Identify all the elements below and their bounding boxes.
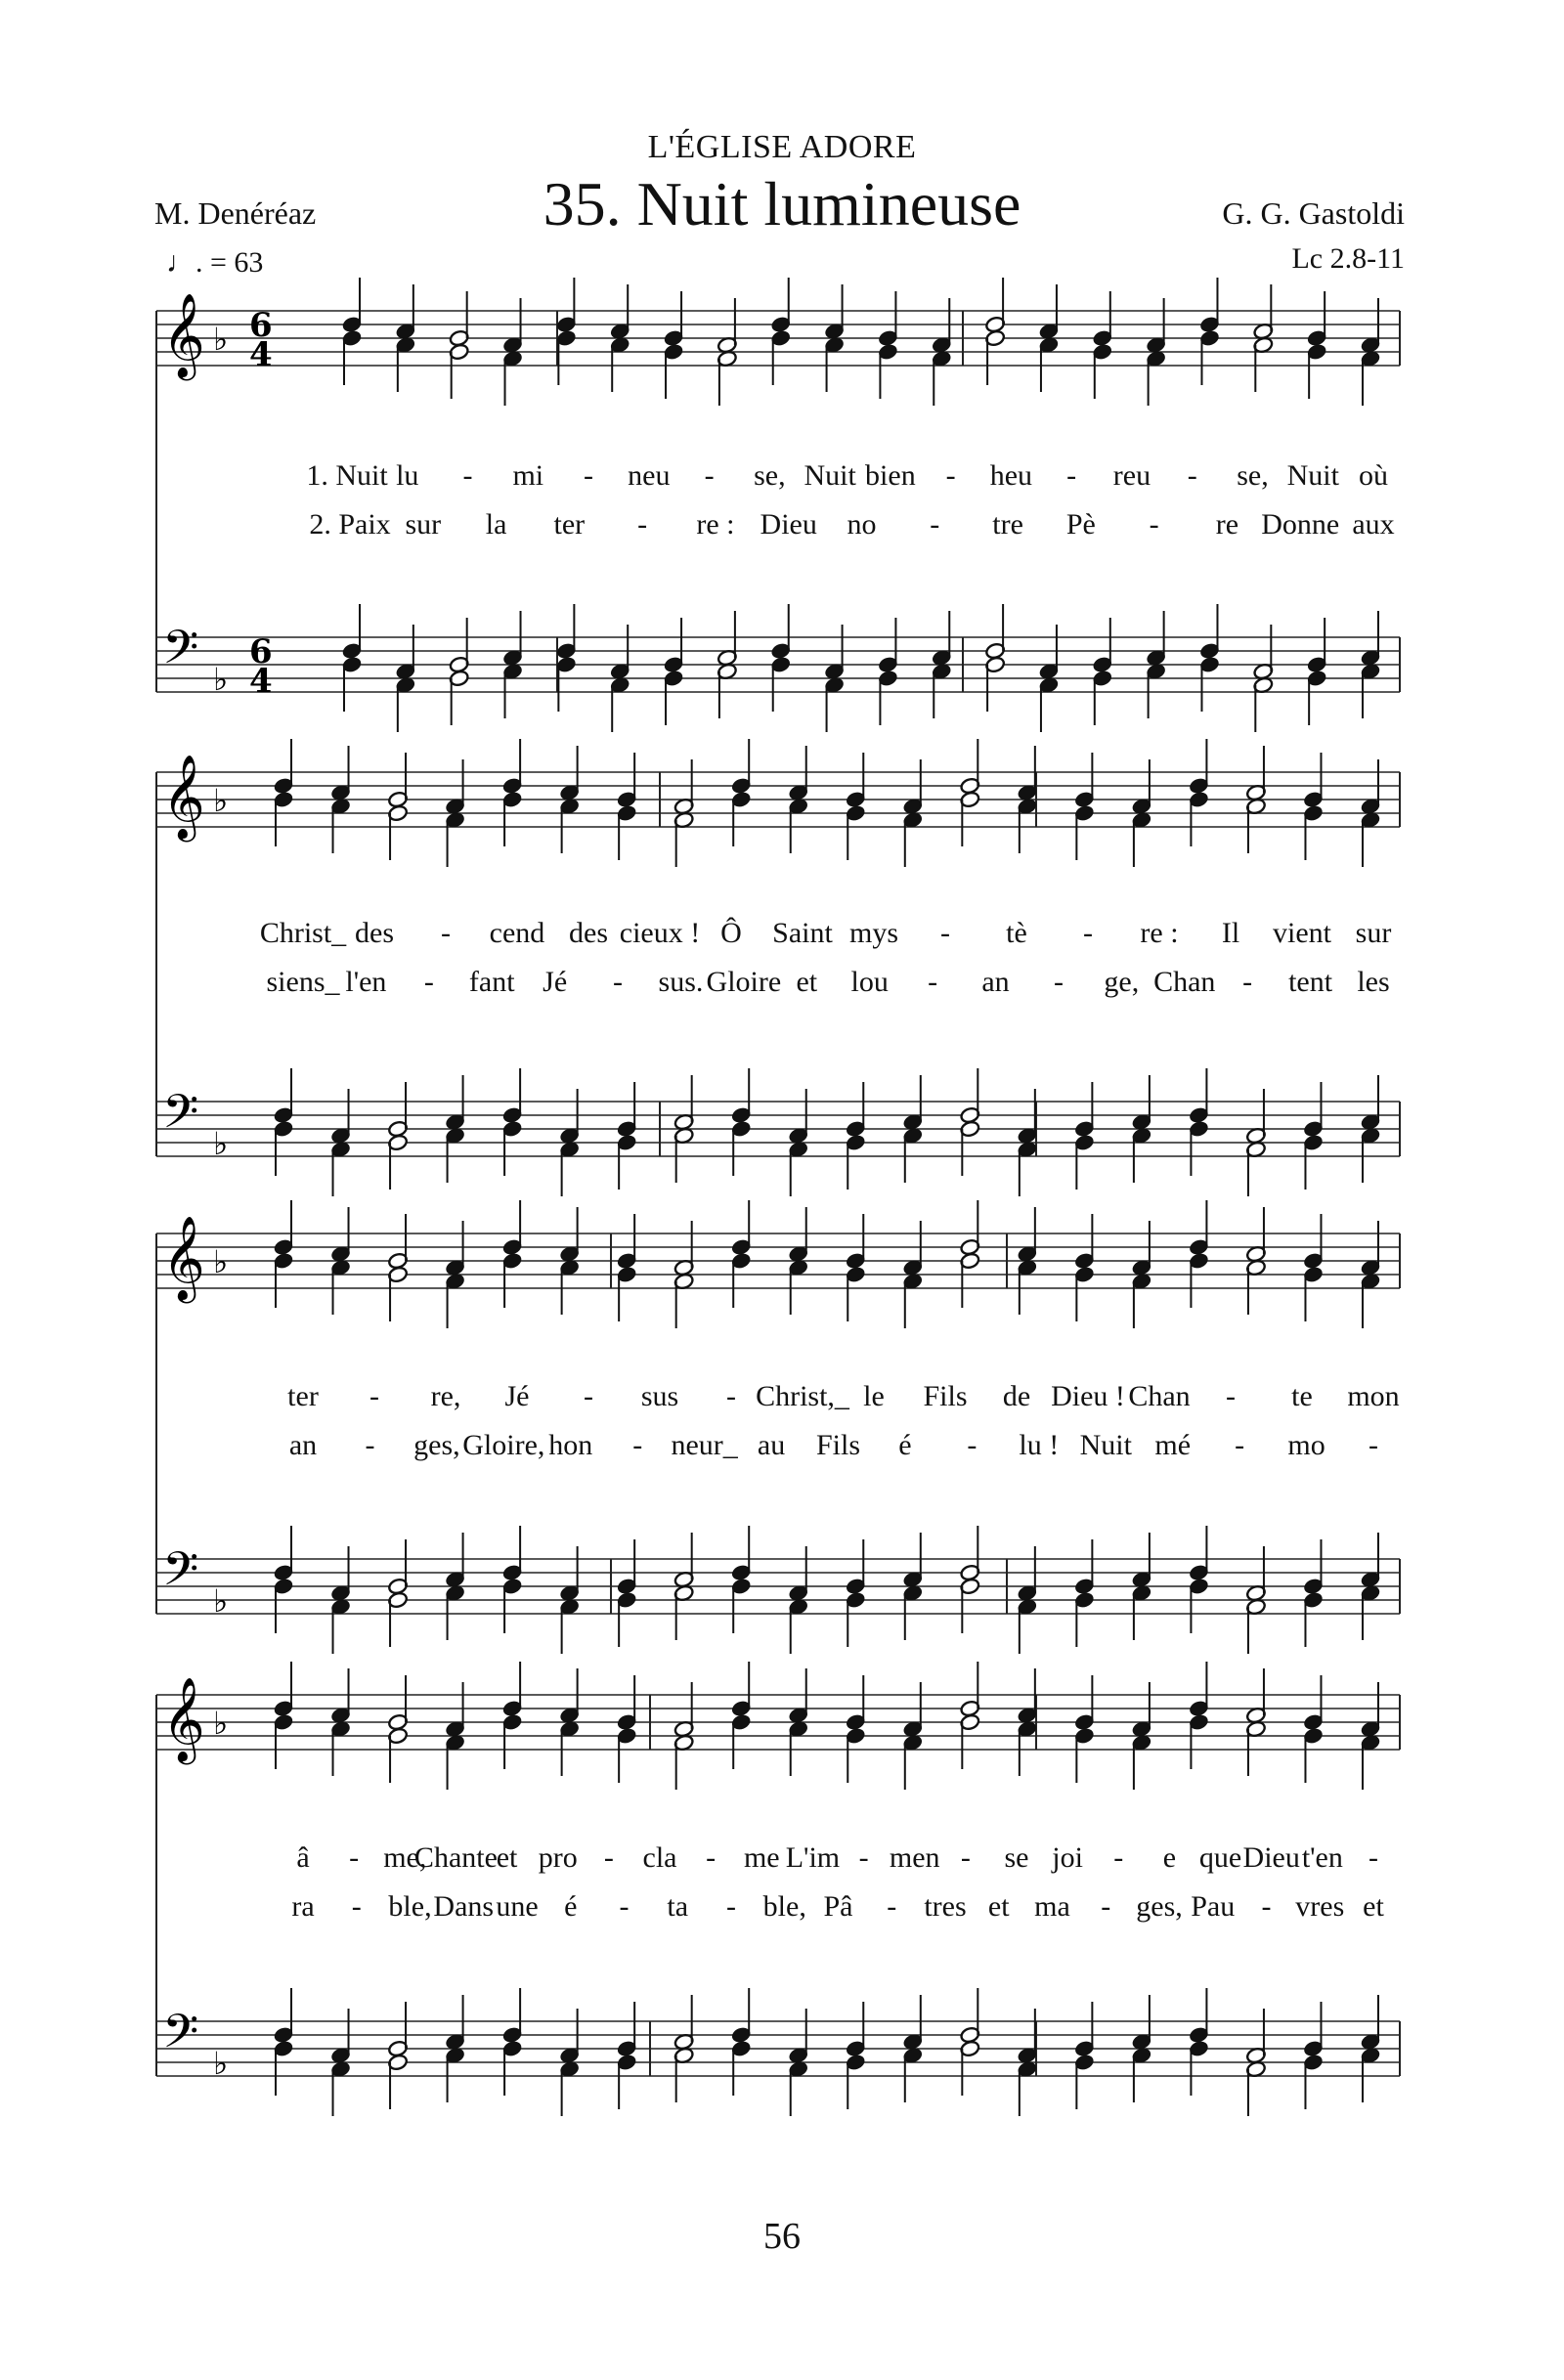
bass-time-signature-bottom: 4 <box>249 662 273 701</box>
lyric-syllable: Donne <box>1261 508 1340 541</box>
lyric-syllable: mé <box>1154 1429 1192 1461</box>
lyric-syllable: et <box>1363 1890 1384 1923</box>
lyric-syllable: - <box>1226 1380 1236 1412</box>
lyric-syllable: Dieu <box>760 508 817 541</box>
lyric-syllable: - <box>1242 966 1253 998</box>
bass-clef-icon: 𝄢 <box>162 620 199 686</box>
lyric-syllable: Dieu <box>1242 1841 1300 1874</box>
lyric-syllable: joi <box>1052 1841 1083 1874</box>
lyric-syllable: - <box>945 459 956 492</box>
lyric-syllable: - <box>1066 459 1077 492</box>
lyric-syllable: L'im <box>785 1841 841 1874</box>
lyric-syllable: vient <box>1273 917 1331 949</box>
lyric-syllable: - <box>584 459 594 492</box>
lyric-syllable: mo <box>1287 1429 1325 1461</box>
lyric-syllable: Saint <box>772 917 833 949</box>
lyric-syllable: heu <box>989 459 1033 492</box>
lyric-syllable: ble, <box>762 1890 806 1923</box>
tempo-marking: ♩. = 63 <box>166 246 264 279</box>
hymn-title: 35. Nuit lumineuse <box>543 169 1021 238</box>
lyric-syllable: fant <box>468 966 515 998</box>
lyric-syllable: - <box>1235 1429 1245 1461</box>
flat-sign-icon: ♭ <box>213 1243 229 1280</box>
lyric-syllable: Gloire, <box>462 1429 545 1461</box>
lyric-syllable: des <box>355 917 394 949</box>
lyric-syllable: Jé <box>504 1380 530 1412</box>
lyric-syllable: - <box>1368 1429 1378 1461</box>
lyric-syllable: â <box>296 1841 310 1874</box>
lyric-syllable: é <box>898 1429 912 1461</box>
lyric-syllable: sus <box>640 1380 679 1412</box>
flat-sign-icon: ♭ <box>213 1582 229 1620</box>
lyric-syllable: que <box>1198 1841 1242 1874</box>
lyric-syllable: ter <box>287 1380 319 1412</box>
page-number: 56 <box>763 2216 801 2257</box>
lyric-syllable: Christ_ <box>259 917 347 949</box>
lyric-syllable: la <box>485 508 507 541</box>
lyric-syllable: an <box>288 1429 318 1461</box>
lyric-line-1-verse2 <box>0 508 1564 551</box>
lyric-syllable: - <box>1261 1890 1272 1923</box>
lyric-syllable: sur <box>405 508 442 541</box>
treble-clef-icon: 𝄞 <box>162 293 205 377</box>
lyric-syllable: - <box>584 1380 593 1412</box>
lyric-syllable: et <box>496 1841 518 1874</box>
arranger-credit: M. Denéréaz <box>154 195 317 231</box>
lyric-syllable: Dieu ! <box>1051 1380 1125 1412</box>
lyric-syllable: no <box>847 508 877 541</box>
treble-clef-icon: 𝄞 <box>162 1216 205 1300</box>
lyric-syllable: une <box>496 1890 539 1923</box>
lyric-syllable: - <box>887 1890 897 1923</box>
lyric-syllable: l'en <box>345 966 387 998</box>
lyric-syllable: - <box>632 1429 643 1461</box>
lyric-line-3-verse2 <box>0 1429 1564 1472</box>
lyric-syllable: neur_ <box>671 1429 738 1461</box>
bass-clef-icon: 𝄢 <box>162 1084 199 1150</box>
lyric-syllable: ge, <box>1104 966 1140 998</box>
lyric-syllable: 1. Nuit <box>306 459 388 492</box>
lyric-syllable: Nuit <box>1079 1429 1132 1461</box>
lyric-syllable: mon <box>1347 1380 1400 1412</box>
flat-sign-icon: ♭ <box>213 661 229 698</box>
lyric-syllable: - <box>462 459 473 492</box>
lyric-syllable: Ô <box>720 917 742 949</box>
lyric-syllable: - <box>1149 508 1159 541</box>
lyric-syllable: Nuit <box>1286 459 1339 492</box>
lyric-syllable: Jé <box>543 966 568 998</box>
lyric-syllable: - <box>613 966 624 998</box>
lyric-syllable: sur <box>1355 917 1392 949</box>
lyric-syllable: me, <box>383 1841 427 1874</box>
lyric-syllable: ges, <box>1136 1890 1183 1923</box>
lyric-syllable: reu <box>1112 459 1151 492</box>
lyric-syllable: où <box>1359 459 1388 492</box>
lyric-line-2-verse2 <box>0 966 1564 1009</box>
lyric-syllable: - <box>441 917 451 949</box>
lyric-syllable: te <box>1291 1380 1313 1412</box>
flat-sign-icon: ♭ <box>213 321 229 358</box>
lyric-syllable: é <box>564 1890 578 1923</box>
lyric-syllable: Gloire <box>706 966 782 998</box>
lyric-syllable: - <box>940 917 950 949</box>
lyric-syllable: t'en <box>1301 1841 1343 1874</box>
lyric-syllable: de <box>1002 1380 1031 1412</box>
lyric-syllable: bien <box>865 459 916 492</box>
lyric-syllable: tres <box>924 1890 967 1923</box>
lyric-syllable: au <box>757 1429 786 1461</box>
composer-credit: G. G. Gastoldi <box>1222 195 1405 231</box>
lyric-syllable: - <box>351 1890 362 1923</box>
flat-sign-icon: ♭ <box>213 1705 229 1742</box>
lyric-line-3-verse1 <box>0 1380 1564 1423</box>
lyric-syllable: Fils <box>815 1429 861 1461</box>
lyric-syllable: - <box>726 1890 736 1923</box>
lyric-syllable: cieux ! <box>619 917 701 949</box>
lyric-syllable: et <box>796 966 818 998</box>
lyric-syllable: - <box>726 1380 736 1412</box>
lyric-syllable: - <box>1083 917 1093 949</box>
section-title: L'ÉGLISE ADORE <box>647 129 917 165</box>
lyric-syllable: sus. <box>658 966 704 998</box>
lyric-syllable: des <box>569 917 608 949</box>
lyric-syllable: ma <box>1034 1890 1070 1923</box>
lyric-syllable: - <box>858 1841 869 1874</box>
treble-time-signature-top: 6 <box>249 306 273 345</box>
lyric-syllable: Chan <box>1153 966 1216 998</box>
lyric-syllable: - <box>960 1841 971 1874</box>
lyric-line-1-verse1 <box>0 459 1564 502</box>
lyric-syllable: - <box>619 1890 630 1923</box>
lyric-syllable: ter <box>553 508 586 541</box>
lyric-syllable: Chante <box>413 1841 498 1874</box>
lyric-syllable: - <box>706 1841 717 1874</box>
lyric-syllable: re : <box>1140 917 1179 949</box>
lyric-syllable: et <box>987 1890 1010 1923</box>
lyric-syllable: - <box>1101 1890 1111 1923</box>
lyric-syllable: - <box>349 1841 360 1874</box>
scripture-reference: Lc 2.8-11 <box>1291 242 1405 275</box>
lyric-syllable: - <box>369 1380 379 1412</box>
lyric-syllable: re, <box>430 1380 461 1412</box>
lyric-syllable: cend <box>489 917 545 949</box>
lyric-syllable: Il <box>1221 917 1240 949</box>
lyric-syllable: 2. Paix <box>309 508 391 541</box>
lyric-syllable: Pâ <box>823 1890 853 1923</box>
lyric-syllable: le <box>863 1380 885 1412</box>
lyric-syllable: an <box>981 966 1010 998</box>
lyric-syllable: mys <box>848 917 899 949</box>
lyric-syllable: ta <box>667 1890 689 1923</box>
lyric-syllable: ges, <box>413 1429 460 1461</box>
lyric-syllable: Chan <box>1128 1380 1191 1412</box>
lyric-syllable: les <box>1357 966 1390 998</box>
lyric-syllable: ra <box>291 1890 315 1923</box>
lyric-syllable: siens_ <box>266 966 340 998</box>
lyric-syllable: men <box>889 1841 940 1874</box>
lyric-syllable: - <box>1113 1841 1124 1874</box>
lyric-syllable: lu <box>396 459 419 492</box>
lyric-syllable: tent <box>1288 966 1333 998</box>
lyric-syllable: - <box>1368 1841 1378 1874</box>
lyric-syllable: re : <box>696 508 735 541</box>
lyric-syllable: - <box>637 508 648 541</box>
lyric-syllable: neu <box>628 459 671 492</box>
treble-time-signature-bottom: 4 <box>249 335 273 374</box>
lyric-syllable: Pau <box>1191 1890 1236 1923</box>
lyric-line-4-verse1 <box>0 1841 1564 1884</box>
lyric-syllable: - <box>423 966 434 998</box>
bass-clef-icon: 𝄢 <box>162 1541 199 1608</box>
lyric-syllable: - <box>1187 459 1197 492</box>
lyric-syllable: ble, <box>388 1890 432 1923</box>
treble-clef-icon: 𝄞 <box>162 1677 205 1761</box>
lyric-syllable: me <box>743 1841 780 1874</box>
lyric-syllable: - <box>928 966 938 998</box>
lyric-syllable: Fils <box>923 1380 968 1412</box>
lyric-syllable: pro <box>538 1841 578 1874</box>
lyric-syllable: - <box>365 1429 375 1461</box>
lyric-syllable: - <box>704 459 715 492</box>
lyric-syllable: Nuit <box>804 459 856 492</box>
lyric-syllable: - <box>603 1841 614 1874</box>
lyric-syllable: mi <box>512 459 544 492</box>
lyric-syllable: tre <box>992 508 1023 541</box>
lyric-syllable: hon <box>548 1429 593 1461</box>
lyric-syllable: lou <box>850 966 889 998</box>
lyric-syllable: tè <box>1006 917 1027 949</box>
treble-clef-icon: 𝄞 <box>162 755 205 839</box>
lyric-syllable: Christ,_ <box>756 1380 849 1412</box>
lyric-syllable: Pè <box>1065 508 1096 541</box>
flat-sign-icon: ♭ <box>213 1125 229 1162</box>
lyric-syllable: aux <box>1352 508 1395 541</box>
lyric-syllable: vres <box>1295 1890 1345 1923</box>
lyric-syllable: lu ! <box>1019 1429 1060 1461</box>
lyric-line-2-verse1 <box>0 917 1564 960</box>
bass-clef-icon: 𝄢 <box>162 2004 199 2070</box>
lyric-line-4-verse2 <box>0 1890 1564 1933</box>
lyric-syllable: se, <box>1237 459 1269 492</box>
lyric-syllable: Dans <box>433 1890 495 1923</box>
lyric-syllable: se, <box>754 459 786 492</box>
lyric-syllable: e <box>1162 1841 1177 1874</box>
lyric-syllable: - <box>967 1429 978 1461</box>
flat-sign-icon: ♭ <box>213 782 229 819</box>
bass-time-signature-top: 6 <box>249 632 273 671</box>
lyric-syllable: - <box>930 508 940 541</box>
lyric-syllable: cla <box>642 1841 677 1874</box>
lyric-syllable: se <box>1004 1841 1029 1874</box>
lyric-syllable: re <box>1215 508 1239 541</box>
lyric-syllable: - <box>1053 966 1064 998</box>
flat-sign-icon: ♭ <box>213 2045 229 2082</box>
